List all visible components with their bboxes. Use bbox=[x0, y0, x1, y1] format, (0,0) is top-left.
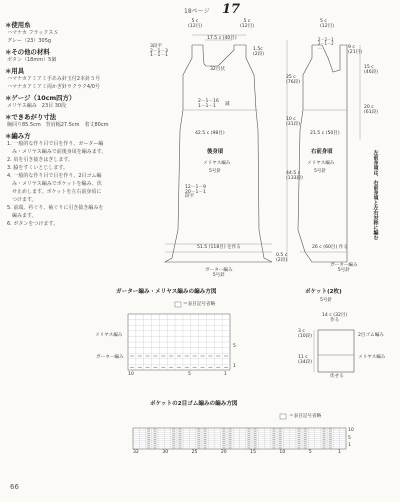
back-top-right: 5 c (12目) bbox=[240, 19, 255, 29]
page-number: 17 bbox=[222, 2, 241, 17]
back-armhole-dec: 2－1－16 1－1－1 bbox=[198, 99, 219, 109]
section-title: ＊用具 bbox=[5, 67, 25, 75]
section-line: 編みます。 bbox=[7, 213, 37, 219]
chart1-side-1: 5 bbox=[233, 344, 236, 349]
chart1-axis-2: 1 bbox=[224, 372, 227, 377]
front-top-left: 5 c (12目) bbox=[320, 19, 335, 29]
pocket-side2: 11 c (34段) bbox=[298, 355, 313, 365]
chart1-row-top: メリヤス編み bbox=[95, 333, 123, 338]
chart2-axis-label: 10 bbox=[279, 450, 286, 455]
section-line: み・メリヤス編みでポケットを編み、伏 bbox=[7, 181, 102, 187]
chart2-axis-label: 20 bbox=[220, 450, 227, 455]
back-dec-block: 12－1－9 20－1－1 段平 bbox=[185, 185, 206, 200]
back-hem: 51.5 (118目) を作る bbox=[197, 245, 241, 250]
back-neck-width: 17.5 c (40目) bbox=[207, 36, 237, 41]
garter-stockinette-chart bbox=[128, 302, 230, 370]
chart1-row-bottom: ガーター編み bbox=[96, 355, 124, 360]
section-line: せ止めします。ポケットを左右前身頃に bbox=[7, 189, 102, 195]
section-line: 1. 一般的な作り目で目を作り、ガーター編 bbox=[7, 141, 104, 147]
chart2-axis-label: 15 bbox=[250, 450, 256, 455]
back-border: ガーター編み 5号針 bbox=[205, 268, 233, 278]
chart1-axis-1: 5 bbox=[188, 372, 191, 377]
back-side-length: 44.5 c (133段) bbox=[286, 171, 303, 181]
section-line: メリヤス編み 23目 30段 bbox=[7, 103, 67, 109]
section-line: 2. 肩を引き抜きはぎします。 bbox=[7, 157, 73, 163]
back-armhole-depth: 25 c (76段) bbox=[286, 75, 301, 85]
back-top-left: 5 c (12目) bbox=[188, 19, 203, 29]
front-side1: 15 c (46段) bbox=[364, 65, 379, 75]
back-border-depth: 0.5 c (2段) bbox=[276, 253, 288, 263]
section-line: つけます。 bbox=[7, 197, 37, 203]
front-needle: 5号針 bbox=[314, 169, 327, 174]
section-line: ハマナカアミアミ手あみ針玉付2本針５号 bbox=[7, 76, 101, 82]
pocket-needle: 5号針 bbox=[320, 298, 333, 303]
pocket-stitch: メリヤス編み bbox=[358, 355, 386, 360]
back-chest: 42.5 c (98目) bbox=[195, 131, 225, 136]
section-title: ＊使用糸 bbox=[5, 21, 31, 29]
chart2-axis-label: 5 bbox=[308, 450, 312, 455]
back-side-top: 10 c (31段) bbox=[286, 117, 301, 127]
section-line: ハマナカアミアミ両かぎ針ラクラク4/0号 bbox=[7, 84, 100, 90]
back-stitch: メリヤス編み bbox=[203, 161, 231, 166]
pocket-title: ポケット(2枚) bbox=[305, 289, 342, 295]
pocket-diagram bbox=[314, 330, 354, 372]
chart1-legend: ＝表目記号省略 bbox=[183, 302, 216, 307]
chart2-side-0: 10 bbox=[348, 428, 354, 433]
chart2-axis-label: 30 bbox=[162, 450, 169, 455]
chart2-legend: ＝表目記号省略 bbox=[289, 414, 322, 419]
section-title: ＊できあがり寸法 bbox=[5, 113, 57, 121]
section-line: 3. 脇をすくいとじします。 bbox=[7, 165, 68, 171]
front-mirror-note: 左前身頃は、右前身頃と左右対称に編む bbox=[372, 150, 379, 240]
chart1-title: ガーター編み・メリヤス編みの編み方図 bbox=[116, 289, 217, 295]
chart2-axis-label: 32 bbox=[133, 450, 139, 455]
section-title: ＊その他の材料 bbox=[5, 48, 50, 56]
back-title: 後身頃 bbox=[207, 149, 224, 155]
section-title: ＊ゲージ（10cm四方） bbox=[5, 94, 76, 102]
section-line: 4. 一般的な作り目で目を作り、2目ゴム編 bbox=[7, 173, 102, 179]
front-hem: 26 c (60目) 作る bbox=[312, 245, 348, 250]
pocket-rib: 2目ゴム編み bbox=[358, 333, 384, 338]
back-neck-dec: 3段平 2－1－3 1－1－1 bbox=[150, 44, 168, 59]
chart2-axis-label: 25 bbox=[191, 450, 198, 455]
front-side2: 20 c (61段) bbox=[364, 105, 379, 115]
pocket-top: 14 c (32目) 作る bbox=[322, 313, 348, 323]
back-shoulder-depth: 1.5c (2段) bbox=[253, 47, 265, 57]
chart2-title: ポケットの2目ゴム編みの編み方図 bbox=[150, 401, 238, 407]
section-title: ＊編み方 bbox=[5, 132, 31, 140]
front-title: 右前身頃 bbox=[311, 149, 333, 155]
chart2-side-2: 1 bbox=[348, 443, 351, 448]
page-ref: 18ページ bbox=[184, 8, 210, 15]
front-border: ガーター編み 5号針 bbox=[330, 263, 358, 273]
pocket-side1: 3 c (10段) bbox=[298, 329, 313, 339]
section-line: 6. ボタンをつけます。 bbox=[7, 221, 58, 227]
chart2-axis bbox=[133, 451, 346, 459]
footer-page-number: 66 bbox=[10, 483, 19, 491]
back-armhole-label: 減 bbox=[225, 102, 230, 107]
section-line: み・メリヤス編みで前後身頃を編みます。 bbox=[7, 149, 107, 155]
chart1-axis-0: 10 bbox=[128, 372, 134, 377]
chart1-side-0: 1 bbox=[233, 364, 236, 369]
back-needle: 5号針 bbox=[209, 169, 222, 174]
front-neck: 9 c (21目) bbox=[348, 45, 363, 55]
section-line: ハマナカ フラックスＳ bbox=[7, 30, 59, 36]
section-line: グレー（23）305g bbox=[7, 38, 52, 44]
chart2-axis-label: 1 bbox=[338, 450, 341, 455]
back-neck-count: 32目伏 bbox=[210, 67, 226, 72]
section-line: 胸回り85.5cm 背肩幅27.5cm 着丈80cm bbox=[7, 122, 109, 128]
pocket-bottom: 伏せる bbox=[330, 374, 344, 379]
chart2-side-1: 5 bbox=[348, 436, 351, 441]
front-stitch: メリヤス編み bbox=[307, 161, 335, 166]
front-neck-dec: 2－2－1 2－1－2 … bbox=[318, 37, 334, 50]
section-line: ボタン（18mm）5個 bbox=[7, 57, 57, 63]
front-width: 21.5 c (50目) bbox=[310, 131, 340, 136]
section-line: 5. 前端、衿ぐり、袖ぐりに引き抜き編みを bbox=[7, 205, 104, 211]
